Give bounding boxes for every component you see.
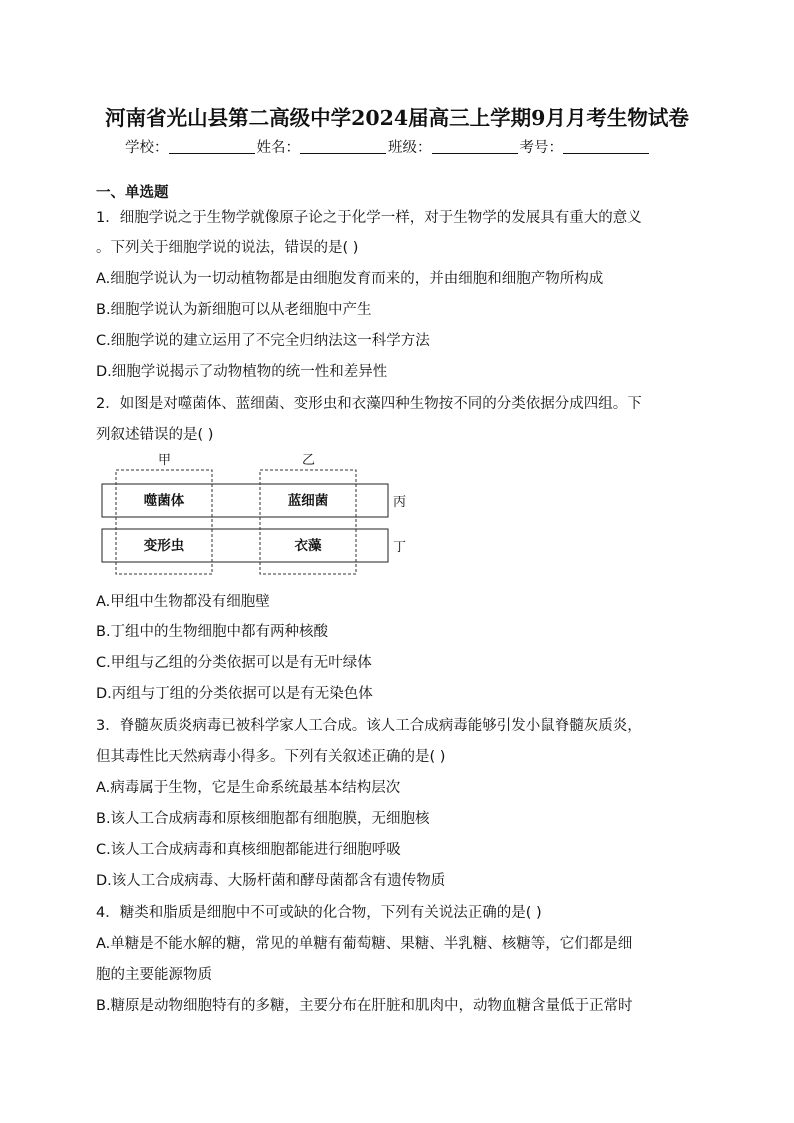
organism-chlamydomonas: 衣藻 <box>294 538 322 554</box>
column-yi-box <box>260 470 356 574</box>
q2-stem-line1: 2．如图是对噬菌体、蓝细菌、变形虫和衣藻四种生物按不同的分类依据分成四组。下 <box>96 396 642 412</box>
q3-option-d: D.该人工合成病毒、大肠杆菌和酵母菌都含有遗传物质 <box>96 873 446 889</box>
q1-option-c: C.细胞学说的建立运用了不完全归纳法这一科学方法 <box>96 333 430 349</box>
organism-cyanobacteria: 蓝细菌 <box>287 493 329 509</box>
name-label: 姓名： <box>256 140 300 156</box>
school-blank[interactable] <box>169 139 255 154</box>
q4-option-a-line2: 胞的主要能源物质 <box>96 967 212 983</box>
group-label-jia: 甲 <box>158 453 172 468</box>
q3-option-c: C.该人工合成病毒和真核细胞都能进行细胞呼吸 <box>96 842 401 858</box>
q4-stem: 4．糖类和脂质是细胞中不可或缺的化合物，下列有关说法正确的是( ) <box>96 905 542 921</box>
page-title: 河南省光山县第二高级中学2024届高三上学期9月月考生物试卷 <box>105 106 689 130</box>
q1-stem-line2: 。下列关于细胞学说的说法，错误的是( ) <box>96 240 359 256</box>
q3-option-b: B.该人工合成病毒和原核细胞都有细胞膜，无细胞核 <box>96 811 430 827</box>
name-blank[interactable] <box>300 139 386 154</box>
group-label-bing: 丙 <box>393 495 407 510</box>
q2-option-c: C.甲组与乙组的分类依据可以是有无叶绿体 <box>96 655 372 671</box>
column-jia-box <box>116 470 212 574</box>
group-label-ding: 丁 <box>393 540 407 555</box>
number-blank[interactable] <box>563 139 649 154</box>
q4-option-a-line1: A.单糖是不能水解的糖，常见的单糖有葡萄糖、果糖、半乳糖、核糖等，它们都是细 <box>96 936 633 952</box>
q2-option-b: B.丁组中的生物细胞中都有两种核酸 <box>96 624 329 640</box>
group-label-yi: 乙 <box>302 453 316 468</box>
q4-option-b-line1: B.糖原是动物细胞特有的多糖，主要分布在肝脏和肌肉中，动物血糖含量低于正常时 <box>96 998 633 1014</box>
organism-phage: 噬菌体 <box>143 493 185 509</box>
number-label: 考号： <box>519 140 563 156</box>
q1-option-a: A.细胞学说认为一切动植物都是由细胞发育而来的，并由细胞和细胞产物所构成 <box>96 271 604 287</box>
classification-diagram <box>100 452 420 582</box>
class-blank[interactable] <box>432 139 518 154</box>
q2-option-a: A.甲组中生物都没有细胞壁 <box>96 594 270 610</box>
student-info-row <box>125 136 651 157</box>
q2-stem-line2: 列叙述错误的是( ) <box>96 427 214 443</box>
class-label: 班级： <box>388 140 432 156</box>
q2-option-d: D.丙组与丁组的分类依据可以是有无染色体 <box>96 686 373 702</box>
q3-stem-line2: 但其毒性比天然病毒小得多。下列有关叙述正确的是( ) <box>96 749 446 765</box>
q1-stem-line1: 1．细胞学说之于生物学就像原子论之于化学一样，对于生物学的发展具有重大的意义 <box>96 210 642 226</box>
q1-option-d: D.细胞学说揭示了动物植物的统一性和差异性 <box>96 364 388 380</box>
q3-stem-line1: 3．脊髓灰质炎病毒已被科学家人工合成。该人工合成病毒能够引发小鼠脊髓灰质炎， <box>96 718 642 734</box>
section-heading: 一、单选题 <box>96 185 169 201</box>
q1-option-b: B.细胞学说认为新细胞可以从老细胞中产生 <box>96 302 372 318</box>
organism-amoeba: 变形虫 <box>143 538 185 554</box>
q3-option-a: A.病毒属于生物，它是生命系统最基本结构层次 <box>96 780 401 796</box>
school-label: 学校： <box>125 140 169 156</box>
